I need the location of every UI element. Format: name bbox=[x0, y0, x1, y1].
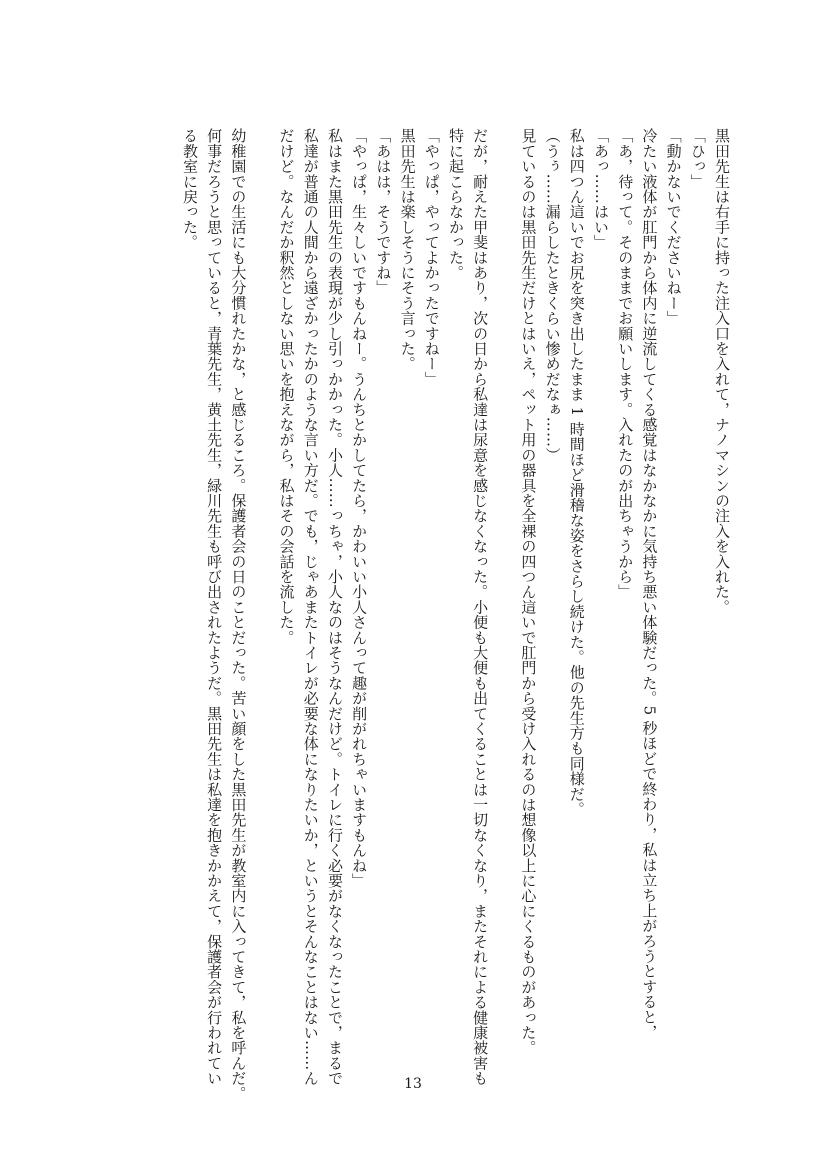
text-line: 「あはは，そうですね」 bbox=[374, 128, 393, 296]
page-number: 13 bbox=[404, 1076, 422, 1092]
text-line: 特に起こらなかった。 bbox=[446, 128, 465, 280]
text-line: だけど。なんだか釈然としない思いを抱えながら，私はその会話を流した。 bbox=[277, 128, 296, 645]
text-line: 「ひっ」 bbox=[688, 128, 707, 189]
text-line: 「あ，待って。そのままでお願いします。入れたのが出ちゃうから」 bbox=[616, 128, 635, 600]
text-line: だが，耐えた甲斐はあり，次の日から私達は尿意を感じなくなった。小便も大便も出てくることは一切なくなり，またそれによる健康被害も bbox=[471, 128, 490, 1086]
text-line: （うぅ……漏らしたときくらい惨めだなぁ……） bbox=[543, 128, 562, 463]
text-line: 私はまた黒田先生の表現が少し引っかかった。小人……っちゃ，小人なのはそうなんだけど。トイレに行く必要がなくなったことで，まるで bbox=[325, 128, 344, 1086]
text-line: 私達が普通の人間から遠ざかったかのような言い方だ。でも，じゃあまたトイレが必要な体になりたいか，というとそんなことはない……ん bbox=[301, 128, 320, 1086]
text-line: 黒田先生は楽しそうにそう言った。 bbox=[398, 128, 417, 372]
paragraph-gap bbox=[250, 128, 274, 1058]
text-line: 見ているのは黒田先生だけとはいえ，ペット用の器具を全裸の四つん這いで肛門から受け入れるのは想像以上に心にくるものがあった。 bbox=[519, 128, 538, 1056]
text-line: 「やっぱ，生々しいですもんねー。うんちとかしてたら，かわいい小人さんって趣が削がれちゃいますもんね」 bbox=[350, 128, 369, 888]
text-line: 黒田先生は右手に持った注入口を入れて，ナノマシンの注入を入れた。 bbox=[713, 128, 731, 615]
text-line: 「あっ……はい」 bbox=[591, 128, 610, 250]
text-line: 幼稚園での生活にも大分慣れたかな，と感じるころ。保護者会の日のことだった。苦い顔をした黒田先生が教室内に入ってきて，私を呼んだ。 bbox=[229, 128, 248, 1101]
text-line: 「動かないでくださいねー」 bbox=[664, 128, 683, 326]
text-line: 私は四つん這いでお尻を突き出したまま 1 時間ほど滑稽な姿をさらし続けた。他の先生方も同様だ。 bbox=[567, 128, 586, 817]
text-line: る教室に戻った。 bbox=[180, 128, 199, 250]
paragraph-gap bbox=[492, 128, 516, 1058]
text-line: 冷たい液体が肛門から体内に逆流してくる感覚はなかなかに気持ち悪い体験だった。5 秒ほどで終わり，私は立ち上がろうとすると， bbox=[640, 128, 659, 1040]
text-line: 何事だろうと思っていると，青葉先生，黄土先生，緑川先生も呼び出されたようだ。黒田先生は私達を抱きかかえて，保護者会が行われてい bbox=[205, 128, 224, 1086]
text-line: 「やっぱ，やってよかったですねー」 bbox=[422, 128, 441, 387]
